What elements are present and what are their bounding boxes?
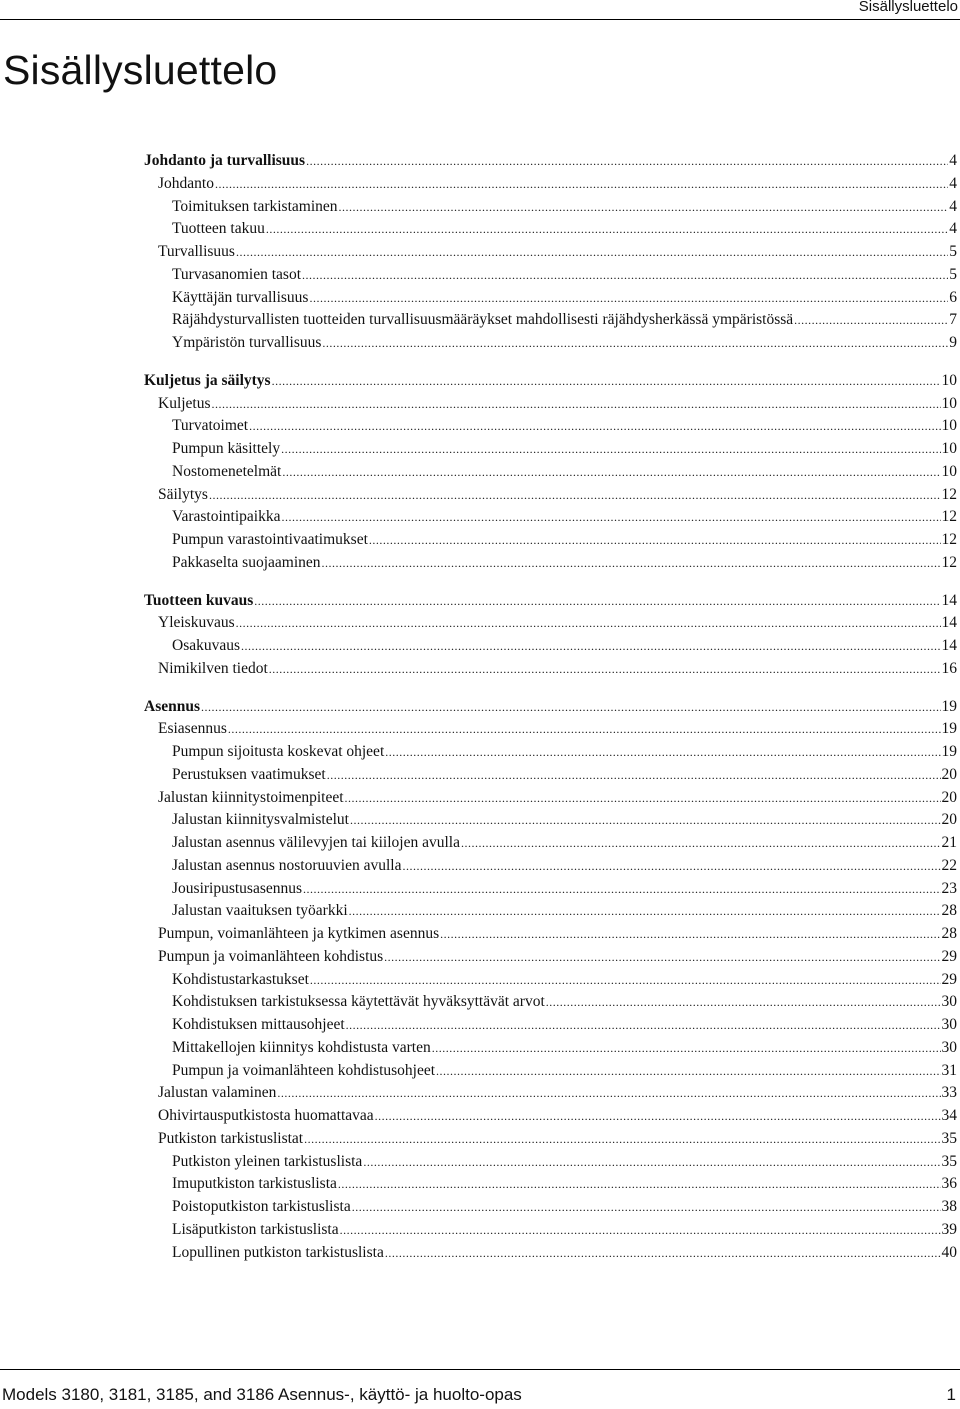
toc-entry-title: Pumpun ja voimanlähteen kohdistus	[158, 947, 384, 965]
toc-dot-leader	[349, 900, 941, 923]
toc-entry-page-number: 14	[941, 637, 957, 654]
toc-dot-leader	[385, 1242, 941, 1265]
toc-entry[interactable]	[0, 438, 960, 461]
toc-entry[interactable]	[0, 787, 960, 810]
toc-entry-title: Pakkaselta suojaaminen	[172, 553, 321, 571]
toc-dot-leader	[269, 658, 941, 681]
toc-entry-title: Tuotteen kuvaus	[144, 591, 254, 609]
toc-entry-title: Kohdistuksen tarkistuksessa käytettävät hyväksyttävät arvot	[172, 993, 545, 1011]
toc-entry-title: Mittakellojen kiinnitys kohdistusta varten	[172, 1038, 431, 1056]
toc-dot-leader	[384, 946, 940, 969]
toc-dot-leader	[369, 529, 941, 552]
toc-entry[interactable]	[0, 393, 960, 416]
toc-entry-title: Pumpun ja voimanlähteen kohdistusohjeet	[172, 1061, 436, 1079]
toc-dot-leader	[340, 1219, 941, 1242]
toc-entry[interactable]	[0, 900, 960, 923]
toc-entry-title: Kohdistustarkastukset	[172, 970, 309, 988]
toc-dot-leader	[277, 1082, 940, 1105]
toc-entry-title: Kuljetus	[158, 394, 211, 412]
toc-entry[interactable]	[0, 946, 960, 969]
toc-dot-leader	[228, 718, 941, 741]
toc-entry-title: Imuputkiston tarkistuslista	[172, 1175, 337, 1193]
toc-entry[interactable]	[0, 809, 960, 832]
toc-entry-page-number: 34	[941, 1107, 957, 1124]
toc-entry-page-number: 19	[941, 697, 957, 715]
toc-entry-title: Ympäristön turvallisuus	[172, 334, 322, 351]
page-footer	[0, 1369, 960, 1409]
toc-entry-page-number: 4	[949, 152, 957, 169]
toc-dot-leader	[385, 741, 940, 764]
toc-dot-leader	[346, 1014, 941, 1037]
toc-dot-leader	[322, 332, 948, 355]
toc-entry-page-number: 4	[949, 220, 957, 238]
toc-dot-leader	[436, 1060, 940, 1083]
toc-entry-page-number: 20	[941, 788, 957, 806]
toc-entry-title: Tuotteen takuu	[172, 220, 265, 238]
toc-entry-page-number: 4	[949, 197, 957, 215]
toc-entry[interactable]	[0, 332, 960, 355]
toc-entry-title: Turvatoimet	[172, 417, 249, 435]
toc-entry-page-number: 14	[941, 614, 957, 632]
toc-entry-title: Jalustan valaminen	[158, 1084, 277, 1102]
toc-entry[interactable]	[0, 287, 960, 310]
toc-entry[interactable]	[0, 264, 960, 287]
toc-entry-page-number: 12	[941, 553, 957, 571]
toc-entry-page-number: 12	[941, 508, 957, 526]
toc-entry-page-number: 29	[941, 947, 957, 965]
toc-entry-page-number: 10	[941, 371, 957, 389]
toc-dot-leader	[339, 196, 949, 219]
toc-entry[interactable]	[0, 529, 960, 552]
toc-dot-leader	[236, 612, 941, 635]
toc-dot-leader	[432, 1037, 941, 1060]
toc-entry-page-number: 5	[949, 265, 957, 283]
toc-dot-leader	[281, 506, 940, 529]
toc-entry-page-number: 4	[949, 174, 957, 192]
footer-document-title: Models 3180, 3181, 3185, and 3186 Asennus-, käyttö- ja huolto-opas	[2, 1385, 522, 1404]
footer-page-number: 1	[946, 1385, 956, 1404]
toc-entry-title: Johdanto	[158, 174, 214, 192]
toc-entry-page-number: 30	[941, 993, 957, 1011]
toc-entry-page-number: 7	[949, 311, 957, 329]
toc-entry-title: Esiasennus	[158, 720, 227, 738]
toc-entry-page-number: 10	[941, 394, 957, 412]
toc-dot-leader	[309, 287, 948, 310]
toc-entry[interactable]	[0, 635, 960, 658]
toc-entry-page-number: 35	[941, 1152, 957, 1170]
toc-entry[interactable]	[0, 1242, 960, 1265]
toc-entry-title: Putkiston tarkistuslistat	[158, 1129, 304, 1147]
toc-entry-page-number: 12	[941, 531, 957, 548]
toc-section	[0, 370, 960, 575]
toc-entry-page-number: 20	[941, 811, 957, 829]
toc-entry[interactable]	[0, 878, 960, 901]
toc-entry[interactable]	[0, 764, 960, 787]
toc-dot-leader	[201, 696, 941, 719]
toc-dot-leader	[241, 635, 940, 658]
toc-dot-leader	[281, 438, 940, 461]
toc-entry-title: Jalustan vaaituksen työarkki	[172, 902, 348, 920]
toc-entry-title: Lopullinen putkiston tarkistuslista	[172, 1243, 384, 1261]
toc-entry-title: Perustuksen vaatimukset	[172, 765, 326, 783]
toc-entry-title: Jalustan asennus nostoruuvien avulla	[172, 856, 402, 874]
toc-entry[interactable]	[0, 1173, 960, 1196]
toc-entry-title: Yleiskuvaus	[158, 614, 235, 632]
toc-dot-leader	[402, 855, 940, 878]
toc-entry-page-number: 14	[941, 591, 957, 609]
page-title: Sisällysluettelo	[3, 47, 278, 93]
toc-entry-title: Räjähdysturvallisten tuotteiden turvallisuusmääräykset mahdollisesti räjähdysherkässä ympäristössä	[172, 311, 794, 329]
toc-entry-page-number: 38	[941, 1198, 957, 1215]
toc-entry-title: Pumpun, voimanlähteen ja kytkimen asennus	[158, 925, 440, 942]
toc-entry-title: Johdanto ja turvallisuus	[144, 152, 306, 169]
toc-entry-title: Ohivirtausputkistosta huomattavaa	[158, 1107, 374, 1124]
toc-dot-leader	[322, 552, 941, 575]
toc-dot-leader	[266, 218, 948, 241]
toc-dot-leader	[794, 309, 948, 332]
table-of-contents	[0, 150, 960, 1279]
toc-entry-title: Jalustan kiinnitysvalmistelut	[172, 811, 349, 829]
toc-chapter-entry[interactable]	[0, 370, 960, 393]
toc-dot-leader	[327, 764, 941, 787]
toc-entry-title: Pumpun käsittely	[172, 440, 281, 457]
toc-entry-title: Jousiripustusasennus	[172, 879, 303, 897]
toc-section	[0, 590, 960, 681]
toc-entry-title: Toimituksen tarkistaminen	[172, 197, 338, 215]
toc-entry-title: Putkiston yleinen tarkistuslista	[172, 1152, 363, 1170]
toc-dot-leader	[306, 150, 948, 173]
toc-entry-page-number: 6	[949, 288, 957, 306]
toc-entry-page-number: 39	[941, 1220, 957, 1238]
toc-dot-leader	[375, 1105, 941, 1128]
toc-dot-leader	[363, 1151, 940, 1174]
toc-dot-leader	[350, 809, 941, 832]
toc-entry-page-number: 31	[941, 1061, 957, 1079]
toc-entry-title: Turvallisuus	[158, 243, 235, 260]
toc-entry[interactable]	[0, 718, 960, 741]
toc-entry[interactable]	[0, 1151, 960, 1174]
toc-entry-page-number: 40	[941, 1243, 957, 1261]
running-header	[0, 0, 960, 20]
toc-entry-page-number: 23	[941, 879, 957, 897]
toc-entry-page-number: 19	[941, 720, 957, 738]
toc-entry-page-number: 30	[941, 1016, 957, 1033]
toc-entry-page-number: 10	[941, 462, 957, 480]
toc-entry[interactable]	[0, 506, 960, 529]
toc-entry[interactable]	[0, 1196, 960, 1219]
toc-dot-leader	[254, 590, 940, 613]
toc-entry-page-number: 28	[941, 925, 957, 942]
toc-entry[interactable]	[0, 612, 960, 635]
toc-dot-leader	[345, 787, 941, 810]
toc-entry-page-number: 29	[941, 970, 957, 988]
toc-section	[0, 150, 960, 355]
toc-entry-page-number: 36	[941, 1175, 957, 1193]
toc-dot-leader	[282, 461, 940, 484]
toc-entry[interactable]	[0, 832, 960, 855]
toc-entry-title: Jalustan asennus välilevyjen tai kiilojen avulla	[172, 834, 460, 851]
toc-entry-page-number: 5	[949, 243, 957, 260]
toc-entry-title: Säilytys	[158, 485, 208, 503]
toc-entry-title: Jalustan kiinnitystoimenpiteet	[158, 788, 344, 806]
toc-entry[interactable]	[0, 969, 960, 992]
toc-entry-page-number: 35	[941, 1129, 957, 1147]
toc-entry[interactable]	[0, 196, 960, 219]
toc-entry-page-number: 19	[941, 743, 957, 760]
toc-chapter-entry[interactable]	[0, 150, 960, 173]
toc-entry-page-number: 22	[941, 856, 957, 874]
toc-entry-title: Lisäputkiston tarkistuslista	[172, 1220, 339, 1238]
toc-entry[interactable]	[0, 218, 960, 241]
toc-dot-leader	[215, 173, 948, 196]
toc-dot-leader	[546, 991, 941, 1014]
toc-entry-title: Nostomenetelmät	[172, 462, 282, 480]
toc-entry[interactable]	[0, 484, 960, 507]
toc-entry-title: Kuljetus ja säilytys	[144, 371, 271, 389]
toc-entry[interactable]	[0, 1219, 960, 1242]
toc-dot-leader	[310, 969, 941, 992]
toc-entry[interactable]	[0, 552, 960, 575]
toc-chapter-entry[interactable]	[0, 590, 960, 613]
toc-entry[interactable]	[0, 241, 960, 264]
toc-entry[interactable]	[0, 1128, 960, 1151]
toc-entry-page-number: 20	[941, 765, 957, 783]
toc-entry[interactable]	[0, 741, 960, 764]
toc-entry-page-number: 28	[941, 902, 957, 920]
toc-entry-page-number: 12	[941, 485, 957, 503]
toc-entry[interactable]	[0, 415, 960, 438]
toc-entry-title: Poistoputkiston tarkistuslista	[172, 1198, 351, 1215]
toc-entry[interactable]	[0, 923, 960, 946]
toc-entry-title: Varastointipaikka	[172, 508, 281, 526]
toc-entry-title: Kohdistuksen mittausohjeet	[172, 1016, 345, 1033]
toc-entry-title: Käyttäjän turvallisuus	[172, 288, 309, 306]
toc-dot-leader	[304, 1128, 940, 1151]
running-header-title: Sisällysluettelo	[858, 0, 958, 15]
toc-dot-leader	[303, 878, 940, 901]
toc-entry-title: Pumpun varastointivaatimukset	[172, 531, 368, 548]
toc-dot-leader	[338, 1173, 941, 1196]
toc-dot-leader	[352, 1196, 941, 1219]
toc-entry[interactable]	[0, 1082, 960, 1105]
toc-chapter-entry[interactable]	[0, 696, 960, 719]
toc-dot-leader	[302, 264, 948, 287]
toc-entry-title: Pumpun sijoitusta koskevat ohjeet	[172, 743, 385, 760]
toc-entry[interactable]	[0, 1105, 960, 1128]
toc-dot-leader	[461, 832, 941, 855]
toc-entry-page-number: 21	[941, 834, 957, 851]
toc-entry[interactable]	[0, 991, 960, 1014]
toc-entry[interactable]	[0, 1014, 960, 1037]
toc-entry[interactable]	[0, 461, 960, 484]
toc-entry[interactable]	[0, 658, 960, 681]
toc-dot-leader	[249, 415, 940, 438]
toc-entry[interactable]	[0, 309, 960, 332]
toc-entry[interactable]	[0, 855, 960, 878]
toc-entry-page-number: 10	[941, 417, 957, 435]
toc-section	[0, 696, 960, 1265]
toc-dot-leader	[212, 393, 941, 416]
toc-entry[interactable]	[0, 173, 960, 196]
toc-entry[interactable]	[0, 1037, 960, 1060]
toc-entry-title: Osakuvaus	[172, 637, 241, 654]
toc-entry-page-number: 10	[941, 440, 957, 457]
toc-dot-leader	[209, 484, 941, 507]
toc-entry-page-number: 33	[941, 1084, 957, 1102]
toc-entry-page-number: 9	[949, 334, 957, 351]
toc-entry-page-number: 30	[941, 1038, 957, 1056]
toc-entry[interactable]	[0, 1060, 960, 1083]
toc-dot-leader	[236, 241, 948, 264]
toc-entry-page-number: 16	[941, 659, 957, 677]
toc-dot-leader	[440, 923, 940, 946]
toc-entry-title: Asennus	[144, 697, 200, 715]
toc-entry-title: Turvasanomien tasot	[172, 265, 302, 283]
toc-dot-leader	[272, 370, 941, 393]
toc-entry-title: Nimikilven tiedot	[158, 659, 268, 677]
